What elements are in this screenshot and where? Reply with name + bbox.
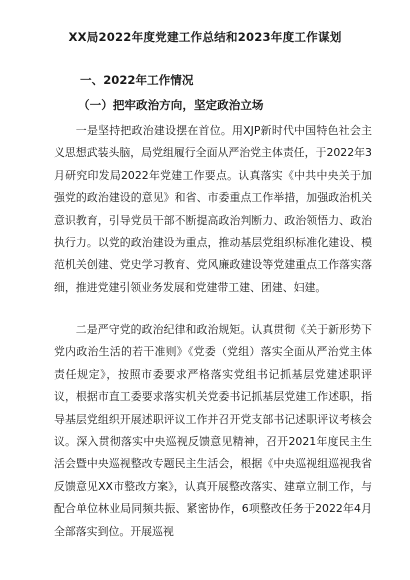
paragraph-political-discipline: 二是严守党的政治纪律和政治规矩。认真贯彻《关于新形势下党内政治生活的若干准则》《党委（党组）落实全面从严治党主体责任规定》，按照市委要求严格落实党组书记抓基层党建述职评议，根据市直工委要求落实机关党委书记抓基层党建工作述职，指导基层党组织开展述职评议工作并召开党支部书记述职评议考核会议。深入贯彻落实中央巡视反馈意见精神，召开2021年度民主生活会暨中央巡视整改专题民主生活会，根据《中央巡视组巡视我省反馈意见XX市整改方案》，认真开展整改落实、建章立制工作，与配合单位林业局同频共振、紧密协作，6项整改任务于2022年4月全部落实到位。开展巡视 xyxy=(54,323,372,538)
paragraph-political-construction: 一是坚持把政治建设摆在首位。用XJP新时代中国特色社会主义思想武装头脑，局党组履行全面从严治党主体责任，于2022年3月研究印发局2022年党建工作要点。认真落实《中共中央关于加强党的政治建设的意见》和省、市委重点工作举措，加强政治机关意识教育，引导党员干部不断提高政治判断力、政治领悟力、政治执行力。以党的政治建设为重点，推动基层党组织标准化建设、模范机关创建、党史学习教育、党风廉政建设等党建重点工作落实落细，推进党建引领业务发展和党建带工建、团建、妇建。 xyxy=(54,124,372,294)
subsection-heading: （一）把牢政治方向，坚定政治立场 xyxy=(78,98,264,112)
section-heading: 一、2022年工作情况 xyxy=(80,73,194,87)
document-title: XX局2022年度党建工作总结和2023年度工作谋划 xyxy=(68,30,342,44)
